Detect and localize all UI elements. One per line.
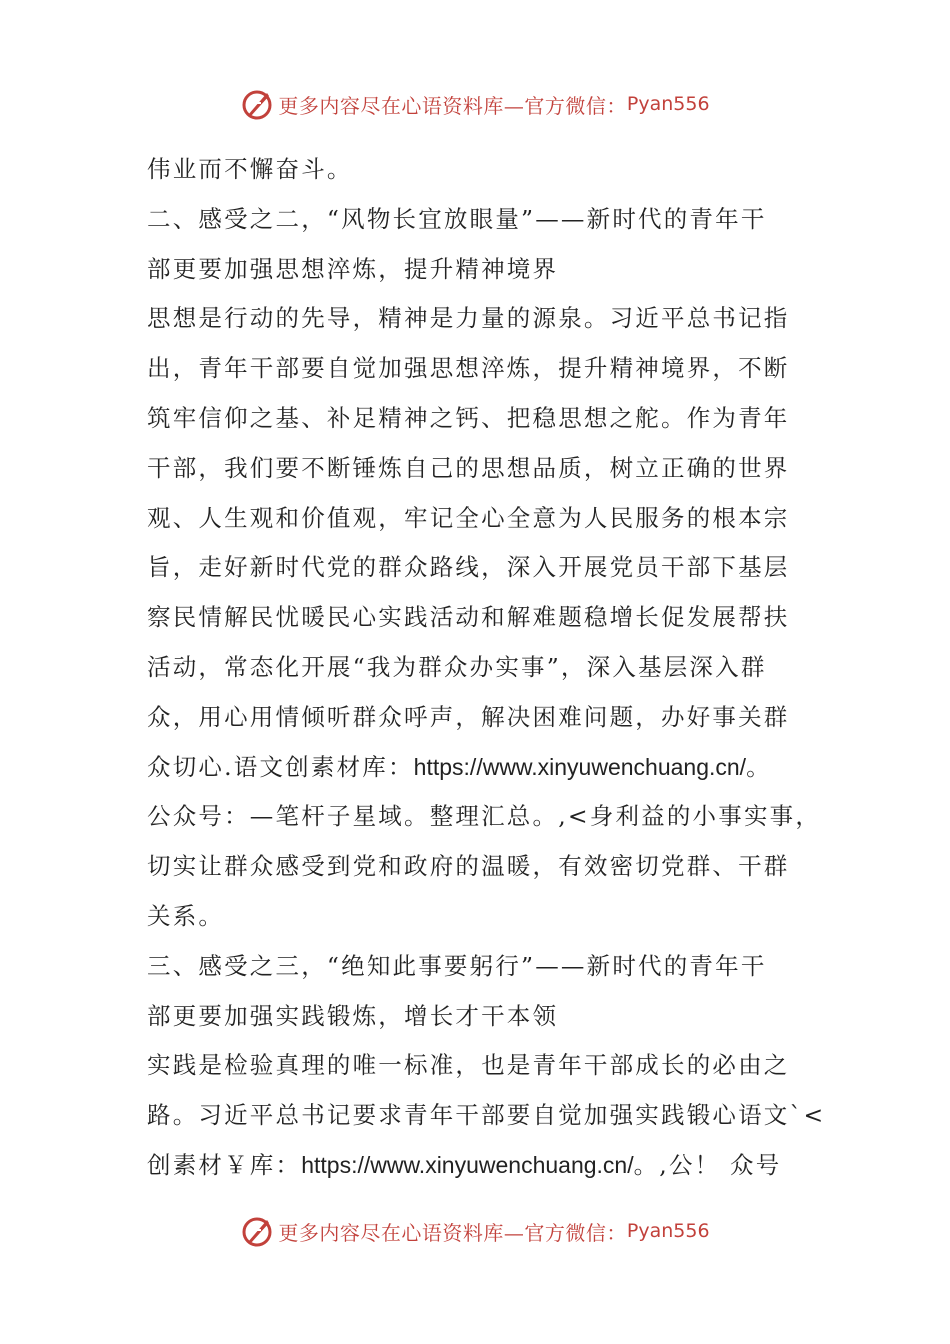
- text-line: 察民情解民忧暖民心实践活动和解难题稳增长促发展帮扶: [147, 603, 790, 632]
- section-heading: 二、感受之二，“风物长宜放眼量”——新时代的青年干: [147, 204, 767, 233]
- text-line-with-url: [147, 743, 807, 793]
- text-line: 切实让群众感受到党和政府的温暖，有效密切党群、干群: [147, 852, 790, 881]
- site-url: https://www.xinyuwenchuang.cn/: [301, 1151, 634, 1178]
- watermark-code: Pyan556: [626, 93, 710, 115]
- feather-pen-circle-icon: [240, 87, 274, 121]
- text-line: 关系。: [147, 901, 225, 930]
- feather-pen-circle-icon: [240, 1214, 274, 1248]
- section-heading: 部更要加强实践锻炼，增长才干本领: [147, 1001, 559, 1030]
- watermark-code: Pyan556: [626, 1220, 710, 1242]
- text-line: 思想是行动的先导，精神是力量的源泉。习近平总书记指: [147, 304, 790, 333]
- text-line: 筑牢信仰之基、补足精神之钙、把稳思想之舵。作为青年: [147, 403, 790, 432]
- watermark-text: 更多内容尽在心语资料库—官方微信：: [278, 93, 627, 118]
- text-line: 实践是检验真理的唯一标准，也是青年干部成长的必由之: [147, 1051, 790, 1080]
- text-line-with-url: [147, 1141, 807, 1191]
- watermark-text: 更多内容尽在心语资料库—官方微信：: [278, 1220, 627, 1245]
- text-line: 干部，我们要不断锤炼自己的思想品质，树立正确的世界: [147, 453, 790, 482]
- watermark-banner-bottom: [0, 1211, 950, 1251]
- text-line: 出，青年干部要自觉加强思想淬炼，提升精神境界，不断: [147, 354, 790, 383]
- text-line: 路。习近平总书记要求青年干部要自觉加强实践锻心语文`<: [147, 1101, 826, 1130]
- line-tail: 。,公！ 众号: [633, 1150, 782, 1179]
- section-heading: 三、感受之三，“绝知此事要躬行”——新时代的青年干: [147, 951, 767, 980]
- document-body: [147, 145, 826, 1191]
- site-url: https://www.xinyuwenchuang.cn/: [413, 753, 747, 780]
- line-cjk: 众切心.语文创素材库：: [147, 752, 414, 781]
- watermark-banner-top: [0, 84, 950, 124]
- text-line: 伟业而不懈奋斗。: [147, 155, 353, 183]
- line-cjk: 创素材￥库：: [147, 1150, 302, 1179]
- line-tail: 。: [746, 752, 772, 781]
- text-line: 众，用心用情倾听群众呼声，解决困难问题，办好事关群: [147, 702, 790, 731]
- text-line: 活动，常态化开展“我为群众办实事”，深入基层深入群: [147, 652, 767, 681]
- text-line: 观、人生观和价值观，牢记全心全意为人民服务的根本宗: [147, 503, 790, 532]
- section-heading: 部更要加强思想淬炼，提升精神境界: [147, 254, 559, 283]
- text-line: 旨，走好新时代党的群众路线，深入开展党员干部下基层: [147, 553, 790, 582]
- text-line: 公众号：—笔杆子星域。整理汇总。,<身利益的小事实事，: [147, 802, 822, 831]
